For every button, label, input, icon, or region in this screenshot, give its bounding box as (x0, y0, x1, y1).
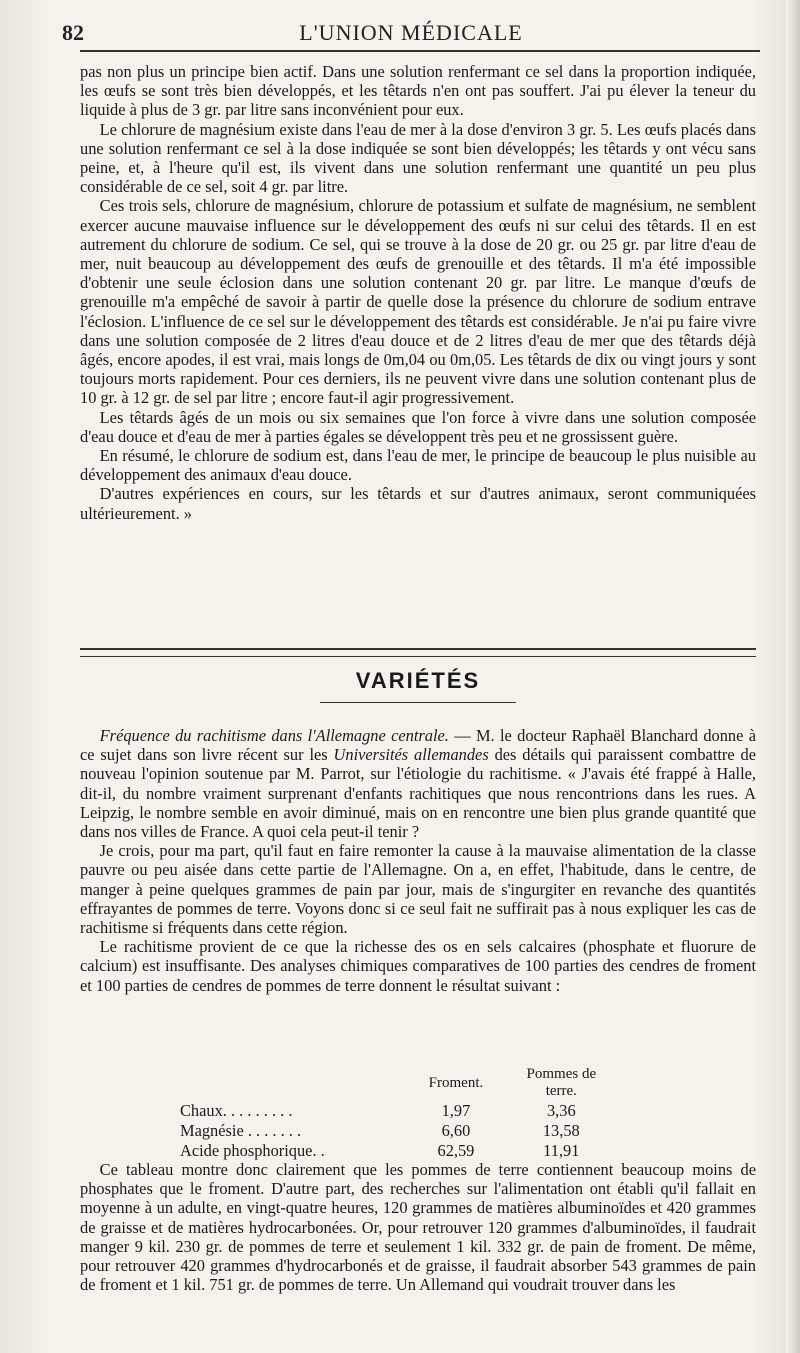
table-header-cell (174, 1066, 403, 1101)
paragraph: pas non plus un principe bien actif. Dans une solution renfermant ce sel dans la proportion indiquée, les œufs se sont très bien développés, et les têtards n'en ont pas souffert. J'ai pu élever la teneur du liquide à plus de 3 gr. par litre sans inconvénient pour eux. (80, 62, 756, 120)
article-title: Fréquence du rachitisme dans l'Allemagne centrale. (99, 726, 449, 745)
book-title: Universités allemandes (333, 745, 489, 765)
row-label: Chaux. . . . . . . . . (180, 1101, 293, 1120)
paragraph: Les têtards âgés de un mois ou six semaines que l'on force à vivre dans une solution composée d'eau douce et d'eau de mer à parties égales se développent très peu et ne grossissent guère. (80, 407, 756, 446)
table-row (174, 1121, 614, 1141)
article-intro-text: — M. le docteur Raphaël Blanchard donne à ce sujet dans son livre récent sur les (80, 726, 756, 765)
page-number: 82 (62, 20, 84, 45)
table-row (174, 1101, 614, 1121)
froment-value: 62,59 (437, 1141, 475, 1160)
paragraph: En résumé, le chlorure de sodium est, dans l'eau de mer, le principe de beaucoup le plus nuisible au développement des animaux d'eau douce. (80, 446, 756, 485)
table-row (174, 1141, 614, 1161)
pommes-value: 13,58 (542, 1121, 580, 1140)
paragraph: Ce tableau montre donc clairement que les pommes de terre contiennent beaucoup moins de phosphates que le froment. D'autre part, des recherches sur l'alimentation ont établi qu'il fallait en moyenne à un adulte, en vingt-quatre heures, 120 grammes de matières albuminoïdes et 420 grammes de graisse et de matières hydrocarbonées. Or, pour retrouver 120 grammes d'albuminoïdes, il faudrait manger 9 kil. 230 gr. de pommes de terre et seulement 1 kil. 332 gr. de pain de froment. De même, pour retrouver 420 grammes d'hydrocarbonés et de graisse, il faudrait absorber 543 grammes de pain de froment et 1 kil. 751 gr. de pommes de terre. Un Allemand qui voudrait trouver dans les (80, 1160, 756, 1295)
page-edge-shadow (786, 0, 800, 1353)
pommes-value: 11,91 (543, 1141, 580, 1160)
row-label: Acide phosphorique. . (180, 1141, 325, 1160)
page-header (62, 18, 760, 48)
composition-table (174, 1066, 614, 1161)
paragraph: Je crois, pour ma part, qu'il faut en faire remonter la cause à la mauvaise alimentation de la classe pauvre ou peu aisée dans cette partie de l'Allemagne. On a, en effet, l'habitude, dans le centre, de manger à peine quelques grammes de pain par jour, mais de s'ingurgiter en revanche des quantités effrayantes de pommes de terre. Voyons donc si ce seul fait ne suffirait pas à nous expliquer les cas de rachitisme si fréquents dans cette région. (80, 841, 756, 938)
header-rule (80, 50, 760, 52)
paragraph: Ces trois sels, chlorure de magnésium, chlorure de potassium et sulfate de magnésium, ne semblent exercer aucune mauvaise influence sur le développement des œufs ni sur celui des têtards. Il en est autrement du chlorure de sodium. Ce sel, qui se trouve à la dose de 20 gr. ou 25 gr. par litre d'eau de mer, nuit beaucoup au développement des œufs de grenouille et des têtards. Il m'a été impossible d'obtenir une seule éclosion dans une solution contenant 20 gr. par litre. Le manque d'œufs de grenouille m'a empêché de savoir à partir de quelle dose la présence du chlorure de sodium entrave l'éclosion. L'influence de ce sel sur le développement des têtards est considérable. Je n'ai pu faire vivre dans une solution composée de 2 litres d'eau douce et de 2 litres d'eau de mer que des têtards déjà âgés, encore apodes, il est vrai, mais longs de 0m,04 ou 0m,05. Les têtards de dix ou vingt jours y sont toujours morts rapidement. Pour ces derniers, ils ne peuvent vivre dans une solution contenant plus de 10 gr. à 12 gr. de sel par litre ; encore faut-il agir progressivement. (80, 196, 756, 408)
froment-value: 6,60 (441, 1121, 471, 1140)
article-intro-rest: des détails qui paraissent combattre de nouveau l'opinion soutenue par M. Parrot, sur l'étiologie du rachitisme. « J'avais été frappé à Halle, dit-il, du nombre vraiment surprenant d'enfants rachitiques que nous rencontrions dans les rues. A Leipzig, le nombre semble en avoir diminué, mais on en rencontre une bien plus grande quantité que dans nos villes de France. A quoi cela peut-il tenir ? (80, 745, 756, 842)
paragraph: Le chlorure de magnésium existe dans l'eau de mer à la dose d'environ 3 gr. 5. Les œufs placés dans une solution renfermant ce sel à la dose indiquée se sont bien développés; les têtards y ont vécu sans peine, et, à l'heure qu'il est, ils vivent dans une solution renfermant une quantité un peu plus considérable de ce sel, soit 4 gr. par litre. (80, 119, 756, 197)
froment-value: 1,97 (441, 1101, 471, 1120)
table-header-cell: Pommes de terre. (526, 1066, 597, 1099)
table-header-cell: Froment. (428, 1074, 484, 1091)
article-text (80, 726, 756, 995)
closing-text (80, 1160, 756, 1294)
paragraph: Le rachitisme provient de ce que la richesse des os en sels calcaires (phosphate et fluorure de calcium) est insuffisante. Des analyses chimiques comparatives de 100 parties des cendres de froment et 100 parties de cendres de pommes de terre donnent le résultat suivant : (80, 937, 756, 995)
title-underline (320, 702, 516, 703)
section-title: VARIÉTÉS (355, 668, 481, 693)
continued-text (80, 62, 756, 523)
row-label: Magnésie . . . . . . . (180, 1121, 302, 1140)
article-intro (80, 726, 756, 841)
pommes-value: 3,36 (546, 1101, 576, 1120)
section-divider (80, 648, 756, 657)
paragraph: D'autres expériences en cours, sur les têtards et sur d'autres animaux, seront communiquées ultérieurement. » (80, 484, 756, 523)
running-title: L'UNION MÉDICALE (299, 20, 523, 45)
table-header-row (174, 1066, 614, 1101)
